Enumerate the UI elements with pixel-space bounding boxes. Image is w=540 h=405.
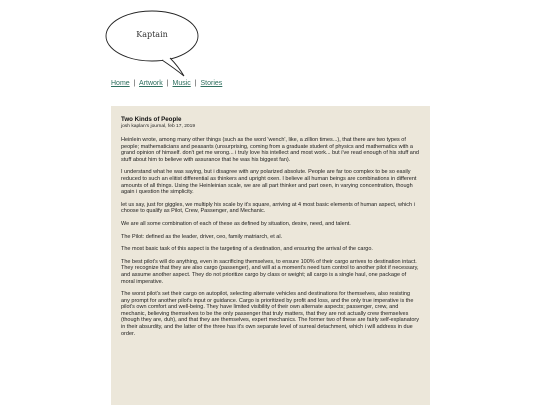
logo-speech-bubble[interactable] [104,8,204,80]
article-paragraph: We are all some combination of each of these as defined by situation, desire, need, and talent. [121,220,351,227]
nav-separator: | [133,80,136,87]
article-title: Two Kinds of People [121,116,182,123]
article-paragraph: let us say, just for giggles, we multiply his scale by it's square, arriving at 4 most basic elements of human aspect, which i choose to qualify as Pilot, Crew, Passenger, and Mechanic. [121,201,415,215]
nav-separator: | [194,80,197,87]
nav-separator: | [166,80,169,87]
article-paragraph: The best pilot's will do anything, even in sacrificing themselves, to ensure 100% of their cargo arrives to destination intact. They recognize that they are also cargo (passenger), and will at a moment's need turn control to another pilot if necessary, and assume another aspect. They do not prioritize cargo by class or weight; all cargo is a single haul, one package of moral imperative. [121,258,419,285]
main-nav [111,80,222,87]
nav-link-home[interactable]: Home [111,80,130,87]
nav-link-artwork[interactable]: Artwork [139,80,163,87]
speech-bubble-icon [104,8,204,80]
nav-link-stories[interactable]: Stories [200,80,223,87]
article-paragraph: The Pilot: defined as the leader, driver, ceo, family matriarch, et al. [121,233,283,240]
article-byline: josh kaplan's journal, feb 17, 2019 [121,124,196,129]
logo-text: Kaptain [136,30,168,39]
article-paragraph: Heinlein wrote, among many other things (such as the word 'wench', like, a zillion times...), that there are two types of people; mathematicians and peasants (unsurprising, coming from a graduate student of physics and mathematics with a grand opinion of himself. don't get me wrong... i truly love his intellect and most work... but i've read enough of his stuff and stuff about him to believe with assurance that he was his biggest fan). [121,137,419,163]
article-paragraph: The worst pilot's set their cargo on autopilot, selecting alternate vehicles and destinations for themselves, also resisting any prompt for another pilot's input or guidance. Cargo is prioritized by profit and loss, and the only true imperative is the pilot's own comfort and well-being. They have limited visibility of their own alternate aspects; passenger, crew, and mechanic, believing themselves to be the only passenger that truly matters, that they are not actually crew themselves (though they are, duh), and that they are themselves, expert mechanics. The former two of these are fairly self-explanatory in their absurdity, and the latter of the three has it's own separate level of surreal detachment, which i will address in due order. [121,291,419,337]
article-paragraph: I understand what he was saying, but i disagree with any polarized absolute. People are far too complex to be so easily reduced to such an elitist differential as thinkers and upright oxen. I believe all human beings are combinations in different amounts of all things. Using the Heinleinian scale, we are all part thinker and part oxen, in varying concentration, though again i question the simplicity. [121,169,417,196]
article-paragraph: The most basic task of this aspect is the targeting of a destination, and ensuring the arrival of the cargo. [121,246,373,253]
article-panel [111,106,430,405]
nav-link-music[interactable]: Music [172,80,191,87]
